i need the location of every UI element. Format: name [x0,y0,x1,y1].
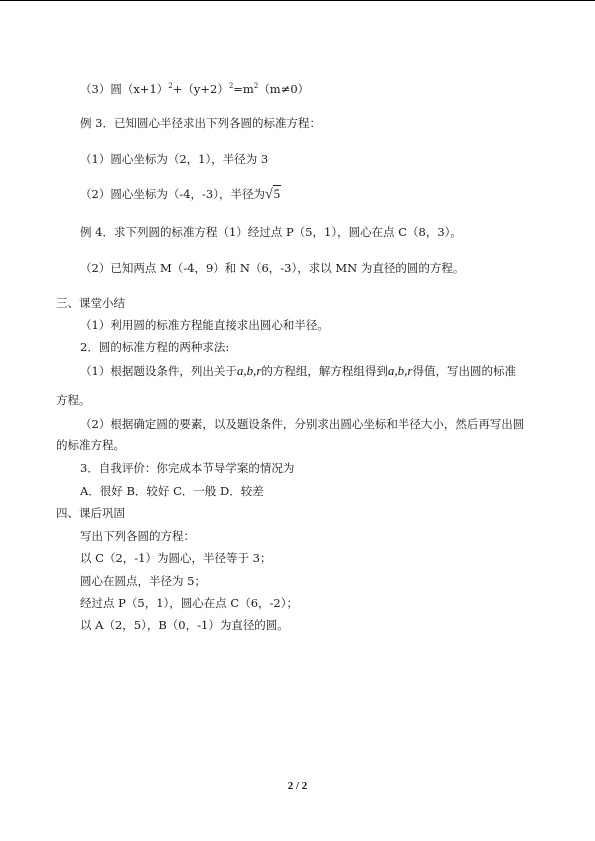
equation-text: =m [233,82,254,96]
exercise-4: 以 A（2，5），B（0，-1）为直径的圆。 [80,618,289,632]
summary-item-1: （1）利用圆的标准方程能直接求出圆心和半径。 [80,318,329,332]
page-number: 2 / 2 [287,780,308,792]
self-evaluation: 3．自我评价：你完成本节导学案的情况为 [80,461,295,475]
sqrt-argument: 5 [273,186,281,201]
sqrt-expression [265,187,281,202]
example-4-heading: 例 4．求下列圆的标准方程（1）经过点 P（5，1），圆心在点 C（8，3）。 [80,225,462,239]
exponent: 2 [228,82,234,90]
exercise-3: 经过点 P（5，1），圆心在点 C（6，-2）； [80,596,298,610]
section-3-title: 三、课堂小结 [56,296,125,310]
exercise-2: 圆心在圆点，半径为 5； [80,574,206,588]
equation-text: （m≠0） [258,82,310,96]
exercise-intro: 写出下列各圆的方程： [80,529,195,543]
equation-line-3 [80,79,309,96]
math-variables: a,b,r [236,363,262,378]
exponent: 2 [253,82,259,90]
item-text: 的方程组，解方程组得到 [261,364,388,378]
evaluation-options: A．很好 B．较好 C．一般 D．较差 [80,484,264,498]
example-3-heading: 例 3．已知圆心半径求出下列各圆的标准方程： [80,116,321,130]
exponent: 2 [168,82,173,90]
summary-item-4: （2）根据确定圆的要素，以及题设条件，分别求出圆心坐标和半径大小，然后再写出圆 [80,417,525,431]
section-4-title: 四、课后巩固 [56,506,125,520]
header-rule [0,0,595,1]
math-variables: a,b,r [387,363,413,378]
equation-text: +（y+2） [172,82,229,96]
item-text: （1）根据题设条件，列出关于 [80,364,237,378]
summary-item-3 [80,364,516,378]
summary-item-2: 2．圆的标准方程的两种求法: [80,340,230,354]
summary-item-3-cont: 方程。 [56,393,91,407]
item-text: 得值，写出圆的标准 [412,364,516,378]
example-3-item-1: （1）圆心坐标为（2，1），半径为 3 [80,152,269,166]
sqrt-icon: √ [264,187,273,202]
summary-item-4-cont: 的标准方程。 [56,438,125,452]
item-text: （2）圆心坐标为（-4，-3），半径为 [80,187,265,201]
equation-text: （3）圆（x+1） [80,82,169,96]
example-3-item-2 [80,187,281,202]
exercise-1: 以 C（2，-1）为圆心，半径等于 3； [80,551,272,565]
example-4-item-2: （2）已知两点 M（-4，9）和 N（6，-3），求以 MN 为直径的圆的方程。 [80,261,465,275]
